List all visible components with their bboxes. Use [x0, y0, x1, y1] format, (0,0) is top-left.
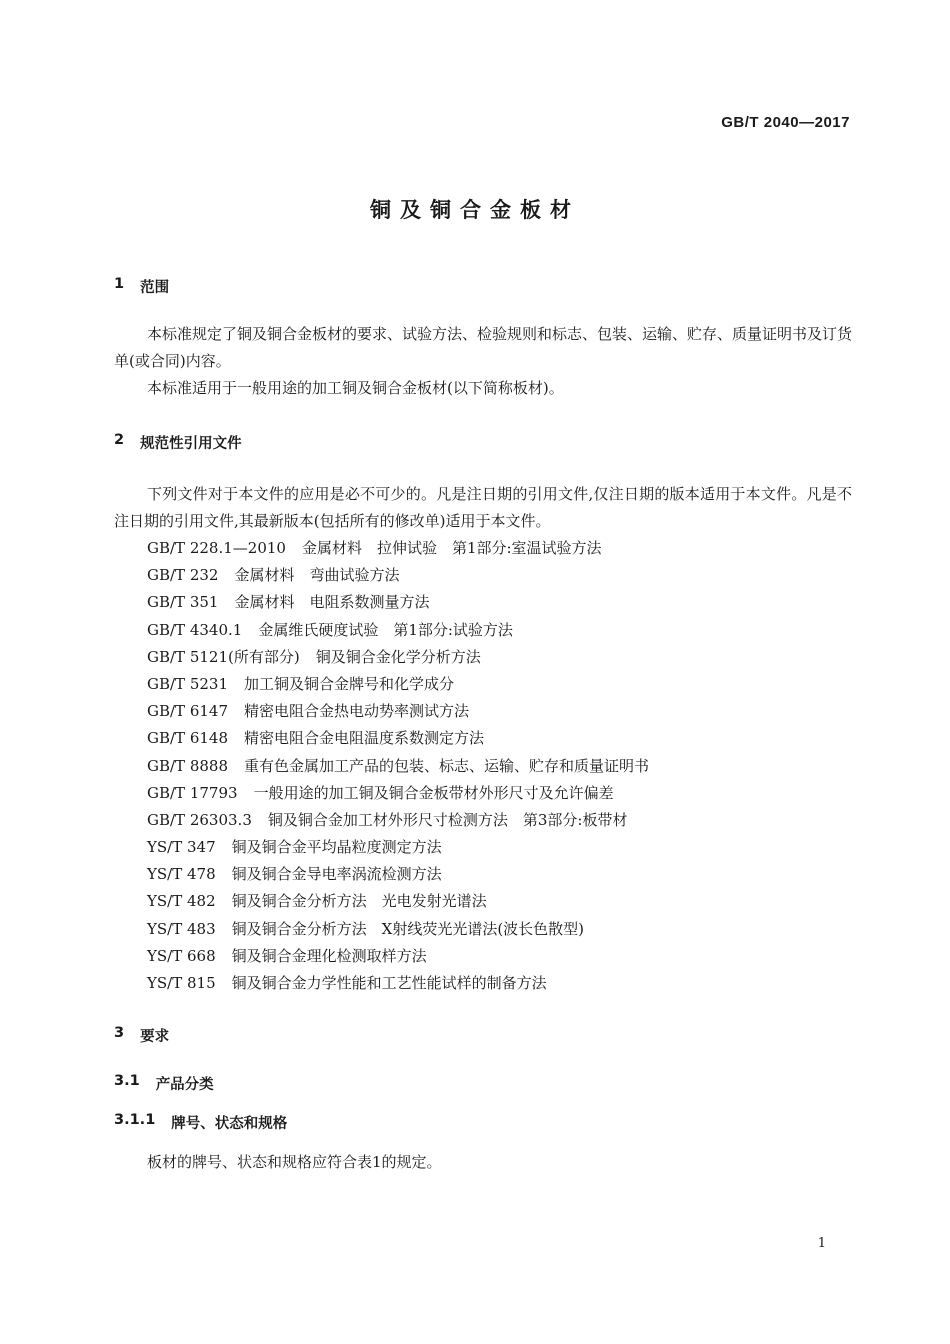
reference-item	[147, 698, 649, 725]
reference-item	[147, 725, 649, 752]
document-title: 铜及铜合金板材	[370, 198, 580, 222]
section-2-heading	[114, 432, 242, 453]
reference-title: 铜及铜合金分析方法 光电发射光谱法	[231, 892, 487, 911]
reference-code: GB/T 17793	[147, 783, 238, 802]
reference-item	[147, 671, 649, 698]
reference-code: YS/T 668	[147, 946, 216, 965]
reference-title: 精密电阻合金电阻温度系数测定方法	[244, 729, 485, 748]
section-number: 3	[114, 1025, 125, 1041]
reference-title: 铜及铜合金力学性能和工艺性能试样的制备方法	[231, 974, 547, 992]
reference-code: YS/T 483	[147, 919, 216, 938]
reference-code: YS/T 815	[147, 974, 216, 992]
reference-item	[147, 753, 649, 780]
page-number: 1	[817, 1236, 826, 1251]
reference-item	[147, 617, 649, 644]
reference-list	[147, 535, 649, 997]
reference-code: YS/T 482	[147, 892, 216, 911]
reference-title: 金属材料 电阻系数测量方法	[234, 593, 430, 612]
reference-title: 铜及铜合金加工材外形尺寸检测方法 第3部分:板带材	[267, 810, 628, 829]
section-title: 牌号、状态和规格	[171, 1116, 288, 1132]
section-title: 要求	[140, 1029, 170, 1045]
reference-title: 铜及铜合金分析方法 X射线荧光光谱法(波长色散型)	[231, 919, 585, 938]
section-number: 2	[114, 432, 125, 448]
section-3-1-1-heading	[114, 1112, 287, 1133]
reference-code: YS/T 347	[147, 838, 216, 857]
section-title: 产品分类	[155, 1077, 214, 1093]
section-3-heading	[114, 1025, 169, 1046]
section-number: 3.1	[114, 1073, 140, 1089]
reference-title: 铜及铜合金理化检测取样方法	[231, 946, 427, 965]
references-intro: 下列文件对于本文件的应用是必不可少的。凡是注日期的引用文件,仅注日期的版本适用于本文件。凡是不注日期的引用文件,其最新版本(包括所有的修改单)适用于本文件。	[114, 485, 852, 530]
reference-code: GB/T 4340.1	[147, 620, 243, 639]
reference-code: GB/T 6148	[147, 729, 229, 748]
grades-paragraph: 板材的牌号、状态和规格应符合表1的规定。	[147, 1153, 442, 1171]
reference-title: 重有色金属加工产品的包装、标志、运输、贮存和质量证明书	[244, 756, 650, 775]
reference-item	[147, 888, 649, 915]
reference-item	[147, 562, 649, 589]
reference-item	[147, 861, 649, 888]
reference-title: 铜及铜合金化学分析方法	[315, 647, 481, 666]
reference-title: 金属材料 拉伸试验 第1部分:室温试验方法	[301, 539, 602, 557]
reference-item	[147, 644, 649, 671]
reference-code: GB/T 351	[147, 593, 219, 612]
reference-item	[147, 535, 649, 562]
reference-code: GB/T 8888	[147, 756, 229, 775]
reference-title: 精密电阻合金热电动势率测试方法	[244, 702, 470, 721]
reference-code: GB/T 5231	[147, 674, 229, 693]
section-title: 范围	[140, 280, 170, 296]
reference-title: 铜及铜合金平均晶粒度测定方法	[231, 838, 442, 857]
section-number: 1	[114, 276, 125, 292]
reference-title: 加工铜及铜合金牌号和化学成分	[244, 674, 455, 693]
reference-code: GB/T 5121(所有部分)	[147, 647, 300, 666]
section-1-heading	[114, 276, 169, 297]
reference-item	[147, 970, 649, 997]
scope-paragraph-1: 本标准规定了铜及铜合金板材的要求、试验方法、检验规则和标志、包装、运输、贮存、质量证明书及订货单(或合同)内容。	[114, 325, 853, 370]
reference-title: 铜及铜合金导电率涡流检测方法	[231, 865, 442, 884]
reference-item	[147, 834, 649, 861]
reference-item	[147, 807, 649, 834]
reference-code: GB/T 228.1—2010	[147, 539, 286, 557]
reference-title: 金属维氏硬度试验 第1部分:试验方法	[258, 620, 513, 639]
reference-item	[147, 589, 649, 616]
scope-paragraph-2: 本标准适用于一般用途的加工铜及铜合金板材(以下简称板材)。	[147, 379, 564, 397]
standard-code: GB/T 2040—2017	[721, 114, 850, 131]
reference-code: GB/T 6147	[147, 702, 229, 721]
reference-code: GB/T 232	[147, 566, 219, 585]
reference-code: YS/T 478	[147, 865, 216, 884]
section-3-1-heading	[114, 1073, 214, 1094]
reference-code: GB/T 26303.3	[147, 810, 252, 829]
reference-item	[147, 943, 649, 970]
reference-title: 一般用途的加工铜及铜合金板带材外形尺寸及允许偏差	[253, 783, 614, 802]
reference-title: 金属材料 弯曲试验方法	[234, 566, 400, 585]
reference-item	[147, 780, 649, 807]
section-number: 3.1.1	[114, 1112, 156, 1128]
reference-item	[147, 916, 649, 943]
section-title: 规范性引用文件	[140, 436, 242, 452]
